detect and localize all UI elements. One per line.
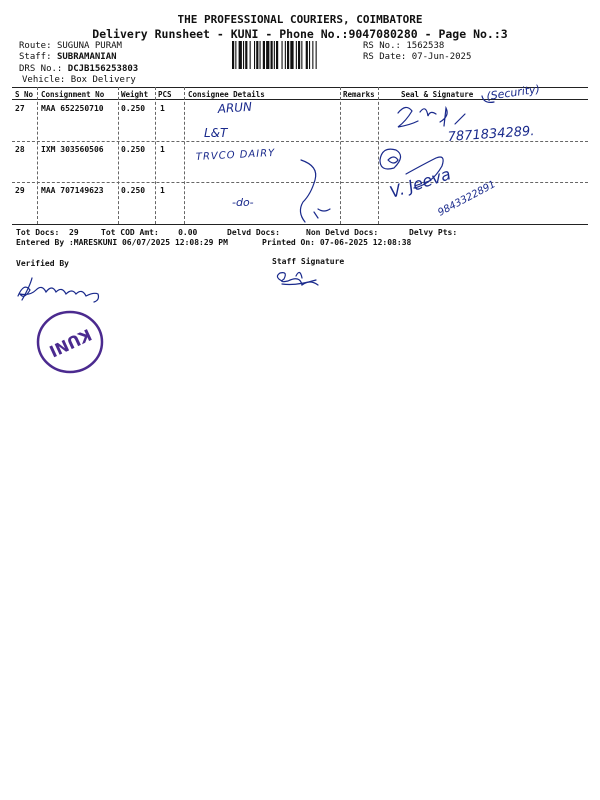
- handwritten-note: (Security): [485, 82, 541, 103]
- handwritten-phone: 9843322891: [436, 179, 498, 219]
- entered-by: Entered By :MARESKUNI 06/07/2025 12:08:29 PM: [16, 238, 228, 247]
- handwritten-phone: 7871834289.: [447, 123, 535, 145]
- header-sno: S No: [15, 90, 34, 99]
- row-sno: 27: [15, 104, 25, 113]
- rs-date-line: RS Date: 07-Jun-2025: [363, 52, 472, 62]
- non-delivered-docs-label: Non Delvd Docs:: [306, 228, 379, 237]
- kuni-stamp: [34, 308, 106, 376]
- row-sno: 28: [15, 145, 25, 154]
- row-weight: 0.250: [121, 104, 146, 113]
- row-consignment-no: MAA 652250710: [41, 104, 104, 113]
- header-weight: Weight: [121, 90, 149, 99]
- header-remarks: Remarks: [343, 90, 375, 99]
- row-consignment-no: MAA 707149623: [41, 186, 104, 195]
- header-pcs: PCS: [158, 90, 172, 99]
- header-seal-signature: Seal & Signature: [401, 90, 474, 99]
- printed-on: Printed On: 07-06-2025 12:08:38: [262, 238, 412, 247]
- row-pcs: 1: [160, 145, 165, 154]
- row-consignment-no: IXM 303560506: [41, 145, 104, 154]
- header-consignment-no: Consignment No: [41, 90, 105, 99]
- drs-line: DRS No.: DCJB156253803: [19, 64, 139, 74]
- route-line: Route: SUGUNA PURAM: [19, 41, 122, 51]
- handwritten-signature: V. Jeeva: [387, 164, 454, 202]
- handwritten-consignee: -do-: [232, 196, 254, 209]
- handwritten-consignee: TRVCO DAIRY: [195, 147, 276, 163]
- row-pcs: 1: [160, 186, 165, 195]
- row-sno: 29: [15, 186, 25, 195]
- row-pcs: 1: [160, 104, 165, 113]
- header-consignee-details: Consignee Details: [188, 90, 265, 99]
- row-weight: 0.250: [121, 186, 146, 195]
- stamp-text: KUNI: [46, 324, 95, 361]
- total-docs: Tot Docs: 29: [16, 228, 79, 237]
- handwritten-consignee: ARUN: [217, 99, 253, 116]
- delivery-points-label: Delvy Pts:: [409, 228, 458, 237]
- total-cod-amount: Tot COD Amt: 0.00: [101, 228, 198, 237]
- runsheet-subtitle: Delivery Runsheet - KUNI - Phone No.:9047080280 - Page No.:3: [92, 27, 508, 41]
- staff-signature-label: Staff Signature: [272, 257, 345, 266]
- delivered-docs-label: Delvd Docs:: [227, 228, 280, 237]
- verified-by-label: Verified By: [16, 259, 69, 268]
- staff-line: Staff: SUBRAMANIAN: [19, 52, 117, 62]
- vehicle-line: Vehicle: Box Delivery: [22, 75, 136, 85]
- rs-no-line: RS No.: 1562538: [363, 41, 445, 51]
- row-weight: 0.250: [121, 145, 146, 154]
- company-title: THE PROFESSIONAL COURIERS, COIMBATORE: [177, 13, 423, 26]
- handwritten-consignee: L&T: [204, 126, 228, 140]
